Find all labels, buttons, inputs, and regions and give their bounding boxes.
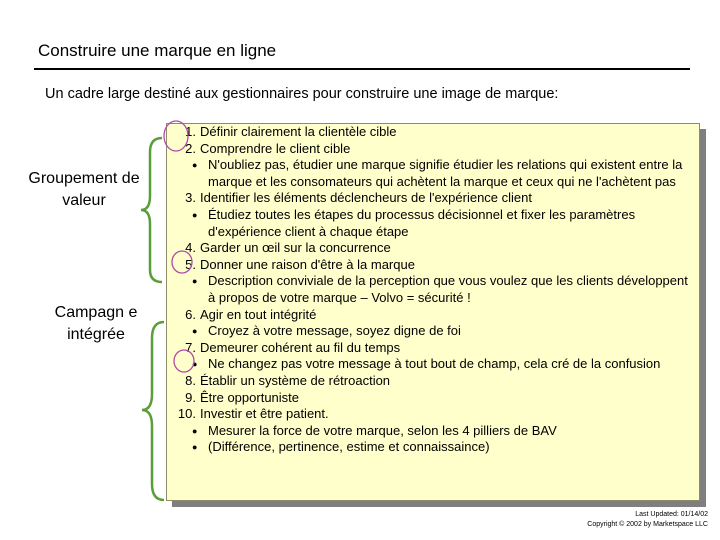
item-text: Donner une raison d'être à la marque — [200, 256, 415, 272]
item-text: Identifier les éléments déclencheurs de l'expérience client — [200, 190, 533, 206]
circle-highlight-1-icon — [164, 121, 188, 151]
item-number: 2. — [185, 140, 196, 156]
item-number: 6. — [185, 306, 196, 322]
bullet-icon: ● — [192, 160, 198, 171]
circle-highlight-4-icon — [172, 251, 192, 273]
circle-highlight-7-icon — [174, 350, 194, 372]
item-text: Définir clairement la clientèle cible — [200, 124, 397, 139]
copyright: Copyright © 2002 by Marketspace LLC — [587, 521, 708, 528]
item-text: Agir en tout intégrité — [200, 306, 317, 322]
side-label-groupement: Groupement de valeur — [28, 170, 140, 209]
last-updated: Last Updated: 01/14/02 — [635, 511, 708, 518]
item-text: Être opportuniste — [200, 389, 300, 405]
sub-item-text: (Différence, pertinence, estime et connaissaince) — [208, 439, 490, 455]
sub-item-text: Ne changez pas votre message à tout bout de champ, cela cré de la confusion — [208, 356, 661, 372]
item-text: Demeurer cohérent au fil du temps — [200, 339, 401, 355]
item-number: 10. — [177, 406, 196, 422]
item-number: 8. — [185, 372, 196, 388]
item-text: Comprendre le client cible — [200, 140, 351, 156]
sub-item-text: Mesurer la force de votre marque, selon les 4 pilliers de BAV — [208, 422, 557, 438]
sub-item-text: Description conviviale de la perception que vous voulez que les clients développent à propos de votre marque – Volvo = sécurité ! — [208, 273, 688, 305]
footer — [587, 510, 708, 530]
bullet-icon: ● — [192, 425, 198, 436]
brace-upper-icon — [141, 138, 162, 282]
item-text: Investir et être patient. — [200, 406, 329, 422]
item-number: 3. — [185, 190, 196, 206]
item-text: Garder un œil sur la concurrence — [200, 240, 391, 256]
item-number: 5. — [185, 256, 196, 272]
bullet-icon: ● — [192, 442, 198, 453]
item-number: 4. — [185, 240, 196, 256]
item-number: 7. — [185, 339, 196, 355]
sub-item-text: Étudiez toutes les étapes du processus décisionnel et fixer les paramètres d'expérience client à chaque étape — [208, 206, 636, 239]
item-number: 9. — [185, 389, 196, 405]
slide-title: Construire une marque en ligne — [38, 41, 277, 60]
sub-item-text: N'oubliez pas, étudier une marque signifie étudier les relations qui existent entre la marque et les consomateurs qui achètent la marque et ceux qui ne l'achètent pas — [208, 157, 683, 189]
bullet-icon: ● — [192, 276, 198, 287]
item-number: 1. — [185, 124, 196, 139]
bullet-icon: ● — [192, 359, 198, 370]
brace-lower-icon — [142, 322, 164, 500]
bullet-icon: ● — [192, 326, 198, 337]
item-text: Établir un système de rétroaction — [200, 372, 391, 388]
bullet-icon: ● — [192, 209, 198, 220]
slide-subtitle: Un cadre large destiné aux gestionnaires pour construire une image de marque: — [45, 86, 559, 102]
sub-item-text: Croyez à votre message, soyez digne de foi — [208, 323, 461, 339]
side-label-campagne: Campagn e intégrée — [54, 304, 138, 343]
